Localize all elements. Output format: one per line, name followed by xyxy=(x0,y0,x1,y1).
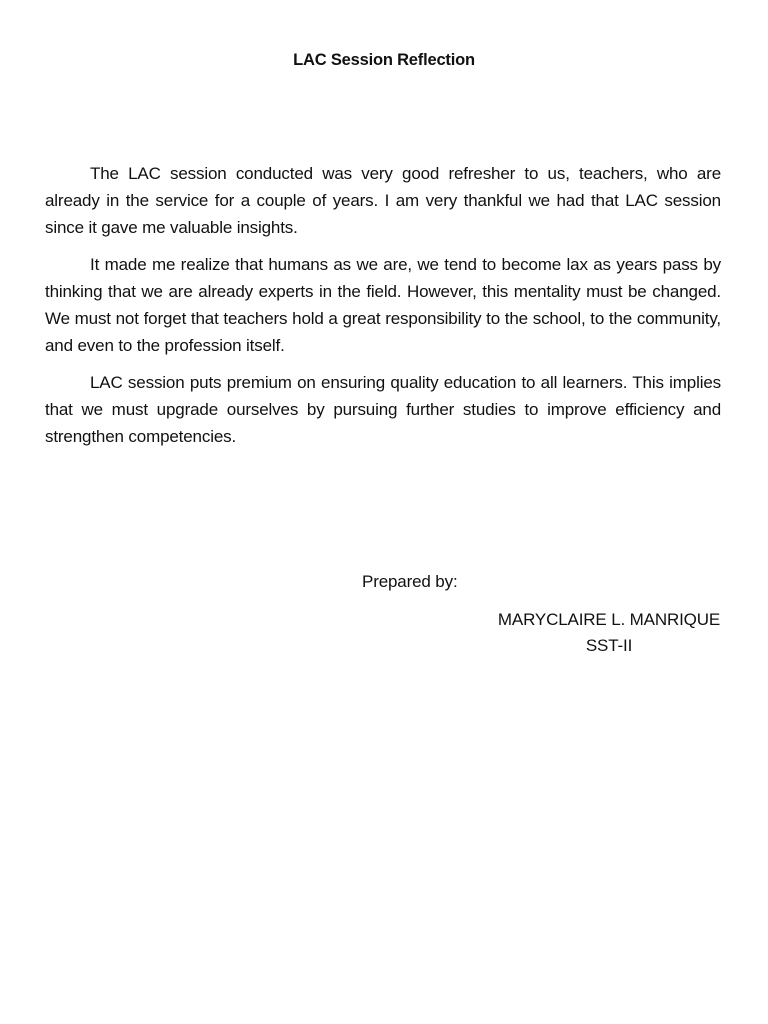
prepared-by-label: Prepared by: xyxy=(362,572,458,591)
author-name: MARYCLAIRE L. MANRIQUE xyxy=(497,610,721,629)
signature-block xyxy=(480,607,738,659)
paragraph-1: The LAC session conducted was very good refresher to us, teachers, who are already in the service for a couple of years. I am very thankful we had that LAC session since it gave me valuable insights. xyxy=(45,164,721,237)
paragraph-2: It made me realize that humans as we are, we tend to become lax as years pass by thinking that we are already experts in the field. However, this mentality must be changed. We must not forget that teachers hold a great responsibility to the school, to the community, and even to the profession itself. xyxy=(45,255,721,355)
paragraph-3: LAC session puts premium on ensuring quality education to all learners. This implies that we must upgrade ourselves by pursuing further studies to improve efficiency and strengthen competencies. xyxy=(45,373,721,446)
document-title: LAC Session Reflection xyxy=(293,51,475,69)
author-position: SST-II xyxy=(585,636,633,655)
document-body xyxy=(45,160,721,460)
